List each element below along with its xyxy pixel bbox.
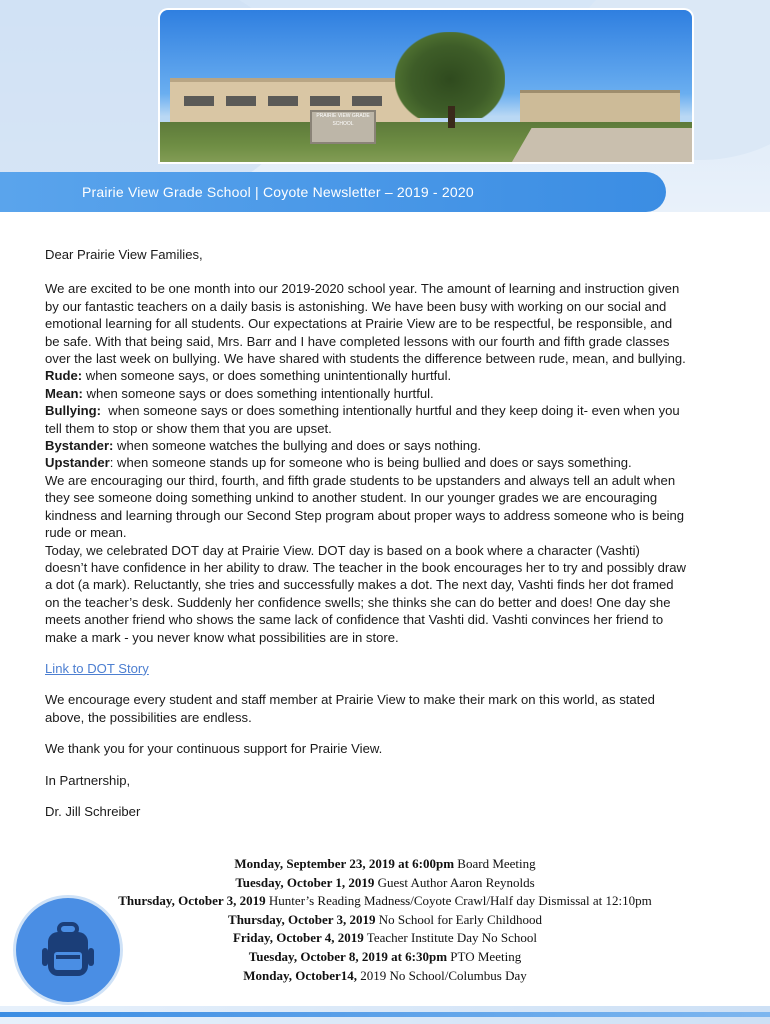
event-description: Guest Author Aaron Reynolds [374,874,535,890]
tree-trunk [448,106,455,128]
event-description: Board Meeting [454,856,536,871]
intro-line: be safe. With that being said, Mrs. Barr and I have completed lessons with our fourth and fifth grade classes [45,333,670,349]
encourage-line: they see someone doing something unkind to another student. In our younger grades we are encouraging [45,490,658,506]
definition-text: when someone says or does something intentionally hurtful and they keep doing it- even when you [101,403,680,419]
definition-text: : when someone stands up for someone who is being bullied and does or says something. [109,455,632,471]
dot-line: on the teacher’s desk. Suddenly her confidence swells; she thinks she can do better and does! One day she [45,594,671,610]
encourage-line: rude or mean. [45,525,127,541]
intro-line: emotional learning for all students. Our expectations at Prairie View are to be respectful, be responsible, and [45,316,673,332]
event-date: Thursday, October 3, 2019 [118,893,266,909]
event-date: Friday, October 4, 2019 [232,930,364,946]
sign-off: In Partnership, [45,772,131,788]
backpack-badge [16,898,120,1002]
dot-line: meets another friend who shows the same lack of confidence that Vashti did. Vashti convinces her friend to [45,612,664,628]
definition-term: Mean: [45,385,83,401]
definition-term: Bystander: [45,438,114,454]
letter-body [45,246,730,820]
event-description: 2019 No School/Columbus Day [357,967,527,983]
definition-line [45,420,730,437]
backpack-icon [42,922,94,978]
event-description: PTO Meeting [447,948,522,964]
salutation: Dear Prairie View Families, [45,247,203,262]
intro-line: by our fantastic teachers on a daily basis is astonishing. We have been busy with working on our social and [45,298,667,314]
event-description: Hunter’s Reading Madness/Coyote Crawl/Half day Dismissal at 12:10pm [265,893,652,909]
event-item [0,892,770,911]
event-date: Tuesday, October 8, 2019 at 6:30pm [248,948,448,964]
closing-line: We encourage every student and staff member at Prairie View to make their mark on this world, as stated [45,692,655,708]
dot-line: a dot (a mark). Reluctantly, she tries and successfully makes a dot. The next day, Vashti finds her dot framed [45,577,674,593]
encourage-line: kindness and learning through our Second Step program about proper ways to address someone who is being [45,507,685,523]
dot-line: make a mark - you never know what possibilities are in store. [45,629,399,645]
event-date: Monday, October14, [243,967,357,983]
definition-term: Bullying: [45,403,102,419]
closing-line: above, the possibilities are endless. [45,709,252,725]
dot-day-paragraph [45,542,730,646]
dot-line: Today, we celebrated DOT day at Prairie View. DOT day is based on a book where a character (Vashti) [45,542,640,558]
definition-text: when someone says, or does something unintentionally hurtful. [82,368,452,384]
event-item [0,911,770,930]
definition-text: when someone says or does something intentionally hurtful. [82,385,434,401]
walkway [508,128,692,162]
dot-story-link[interactable]: Link to DOT Story [45,660,149,676]
encourage-paragraph [45,472,730,542]
definitions-list [45,367,730,471]
footer-strip [0,1006,770,1024]
event-date: Tuesday, October 1, 2019 [235,874,375,890]
signature: Dr. Jill Schreiber [45,803,141,819]
definition-line [45,402,730,419]
definition-text: tell them to stop or show them that you are upset. [45,420,332,436]
school-photo [160,10,692,162]
definition-line [45,367,730,384]
definition-line [45,437,730,454]
intro-line: We are excited to be one month into our 2019-2020 school year. The amount of learning and instruction given [45,281,680,297]
newsletter-title-bar [0,172,666,212]
event-description: No School for Early Childhood [375,911,542,927]
event-item [0,874,770,893]
definition-line [45,454,730,471]
dot-line: doesn’t have confidence in her ability to draw. The teacher in the book encourages her to try and possibly draw [45,559,687,575]
event-date: Monday, September 23, 2019 at 6:00pm [234,856,455,871]
school-building [170,78,420,128]
closing-paragraph [45,691,730,726]
event-description: Teacher Institute Day No School [363,930,538,946]
intro-line: over the last week on bullying. We have shared with students the difference between rude, mean, and bullying. [45,351,686,367]
event-date: Thursday, October 3, 2019 [228,911,376,927]
definition-line [45,385,730,402]
encourage-line: We are encouraging our third, fourth, and fifth grade students to be upstanders and always tell an adult when [45,472,676,488]
event-item [0,855,770,874]
definition-term: Rude: [45,368,83,384]
thanks-line: We thank you for your continuous support for Prairie View. [45,741,383,757]
intro-paragraph [45,280,730,367]
school-sign: PRAIRIE VIEW GRADE SCHOOL [310,110,376,144]
definition-term: Upstander [45,455,110,471]
newsletter-title: Prairie View Grade School | Coyote Newsletter – 2019 - 2020 [82,184,474,200]
definition-text: when someone watches the bullying and does or says nothing. [113,438,481,454]
